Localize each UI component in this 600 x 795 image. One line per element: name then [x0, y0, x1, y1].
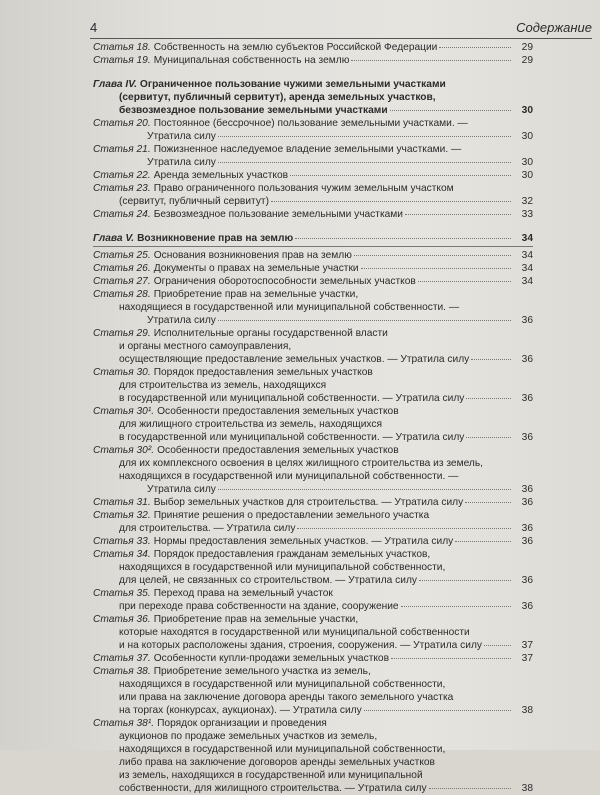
toc-title-text: Порядок предоставления земельных участков: [153, 367, 373, 378]
toc-line: [93, 91, 533, 104]
toc-entry[interactable]: [93, 444, 533, 496]
toc-page-number: 36: [521, 536, 533, 547]
toc-line: [93, 470, 533, 483]
toc-line: [93, 782, 533, 795]
leader-dots: [471, 359, 511, 360]
toc-line: [93, 652, 533, 665]
toc-line: [93, 704, 533, 717]
toc-entry[interactable]: [93, 117, 533, 143]
toc-entry[interactable]: [93, 587, 533, 613]
toc-title-text: безвозмездное пользование земельными участками: [119, 105, 388, 116]
toc-line: [93, 756, 533, 769]
toc-line: [93, 301, 533, 314]
toc-title-text: Утратила силу: [147, 484, 216, 495]
leader-dots: [271, 201, 511, 202]
header-rule: [90, 38, 592, 39]
toc-title-text: собственности, для жилищного строительства. — Утратила силу: [119, 783, 427, 794]
leader-dots: [290, 175, 511, 176]
toc-line: [93, 717, 533, 730]
toc-label: Статья 37.: [93, 653, 151, 664]
toc-page-number: 33: [521, 209, 533, 220]
toc-line: [93, 392, 533, 405]
toc-page-number: 36: [521, 315, 533, 326]
toc-line: [93, 548, 533, 561]
toc-page-number: 37: [521, 640, 533, 651]
toc-title-text: Муниципальная собственность на землю: [153, 55, 350, 66]
leader-dots: [405, 214, 511, 215]
leader-dots: [391, 658, 511, 659]
toc-title-text: и на которых расположены здания, строения, сооружения. — Утратила силу: [119, 640, 482, 651]
toc-title-text: Возникновение прав на землю: [137, 233, 294, 244]
toc-title-text: из земель, находящихся в государственной или муниципальной: [119, 770, 423, 781]
toc-line: [93, 156, 533, 169]
page-number: 4: [90, 20, 98, 35]
toc-line: [93, 262, 533, 275]
toc-label: Статья 24.: [93, 209, 151, 220]
toc-line: [93, 366, 533, 379]
toc-label: Статья 23.: [93, 183, 151, 194]
toc-page-number: 30: [521, 131, 533, 142]
toc-line: [93, 587, 533, 600]
toc-label: Статья 30².: [93, 445, 155, 456]
toc-title-text: на торгах (конкурсах, аукционах). — Утратила силу: [119, 705, 362, 716]
toc-line: [93, 639, 533, 652]
toc-line: [93, 275, 533, 288]
leader-dots: [465, 502, 511, 503]
toc-chapter[interactable]: [93, 78, 533, 117]
toc-label: Статья 38.: [93, 666, 151, 677]
leader-dots: [297, 528, 511, 529]
toc-page-number: 36: [521, 601, 533, 612]
leader-dots: [418, 281, 511, 282]
toc-chapter[interactable]: [93, 232, 533, 245]
toc-title-text: находящихся в государственной или муниципальной собственности,: [119, 562, 446, 573]
toc-title-text: для их комплексного освоения в целях жилищного строительства из земель,: [119, 458, 483, 469]
leader-dots: [484, 645, 511, 646]
toc-title-text: либо права на заключение договоров аренды земельных участков: [119, 757, 435, 768]
toc-page-number: 30: [521, 170, 533, 181]
toc-page-number: 34: [521, 263, 533, 274]
toc-line: [93, 249, 533, 262]
toc-line: [93, 444, 533, 457]
toc-title-text: Утратила силу: [147, 131, 216, 142]
toc-page-number: 30: [521, 105, 533, 116]
toc-title-text: Безвозмездное пользование земельными участками: [153, 209, 403, 220]
leader-dots: [390, 110, 511, 111]
toc-label: Глава IV.: [93, 79, 137, 90]
toc-line: [93, 496, 533, 509]
toc-line: [93, 353, 533, 366]
toc-line: [93, 232, 533, 245]
toc-page-number: 38: [521, 783, 533, 794]
toc-line: [93, 104, 533, 117]
toc-title-text: Порядок организации и проведения: [157, 718, 327, 729]
toc-label: Статья 35.: [93, 588, 151, 599]
toc-label: Статья 18.: [93, 42, 151, 53]
toc-title-text: Пожизненное наследуемое владение земельными участками. —: [153, 144, 462, 155]
leader-dots: [354, 255, 511, 256]
toc-line: [93, 743, 533, 756]
leader-dots: [429, 788, 511, 789]
toc-entry[interactable]: [93, 41, 533, 54]
toc-label: Статья 33.: [93, 536, 151, 547]
toc-line: [93, 41, 533, 54]
toc-title-text: Принятие решения о предоставлении земельного участка: [153, 510, 430, 521]
toc-title-text: Право ограниченного пользования чужим земельным участком: [153, 183, 454, 194]
toc-title-text: находящиеся в государственной или муниципальной собственности. —: [119, 302, 460, 313]
toc-entry[interactable]: [93, 496, 533, 509]
toc-entry[interactable]: [93, 509, 533, 535]
toc-title-text: Порядок предоставления гражданам земельных участков,: [153, 549, 431, 560]
toc-page-number: 36: [521, 497, 533, 508]
leader-dots: [295, 238, 511, 239]
toc-line: [93, 574, 533, 587]
toc-title-text: аукционов по продаже земельных участков из земель,: [119, 731, 378, 742]
toc-title-text: для строительства из земель, находящихся: [119, 380, 327, 391]
toc-title-text: Выбор земельных участков для строительства. — Утратила силу: [153, 497, 464, 508]
toc-title-text: для строительства. — Утратила силу: [119, 523, 296, 534]
leader-dots: [364, 710, 511, 711]
toc-label: Статья 36.: [93, 614, 151, 625]
chapter-spacer: [93, 221, 533, 232]
toc-page-number: 36: [521, 432, 533, 443]
toc-page-number: 29: [521, 42, 533, 53]
toc-line: [93, 678, 533, 691]
leader-dots: [218, 162, 511, 163]
toc-label: Статья 34.: [93, 549, 151, 560]
toc-line: [93, 457, 533, 470]
toc-title-text: Исполнительные органы государственной власти: [153, 328, 388, 339]
toc-label: Статья 30.: [93, 367, 151, 378]
toc-title-text: при переходе права собственности на здание, сооружение: [119, 601, 399, 612]
toc-title-text: Утратила силу: [147, 315, 216, 326]
toc-entry[interactable]: [93, 249, 533, 262]
toc-entry[interactable]: [93, 262, 533, 275]
toc-entry[interactable]: [93, 717, 533, 795]
chapter-rule: [93, 246, 533, 247]
leader-dots: [466, 437, 511, 438]
toc-line: [93, 405, 533, 418]
toc-line: [93, 769, 533, 782]
toc-label: Глава V.: [93, 233, 135, 244]
toc-line: [93, 379, 533, 392]
toc-entry[interactable]: [93, 548, 533, 587]
toc-title-text: Особенности купли-продажи земельных участков: [153, 653, 390, 664]
toc-entry[interactable]: [93, 143, 533, 169]
toc-title-text: Приобретение прав на земельные участки,: [153, 289, 359, 300]
toc-line: [93, 665, 533, 678]
toc-label: Статья 21.: [93, 144, 151, 155]
toc-line: [93, 613, 533, 626]
toc-entry[interactable]: [93, 169, 533, 182]
toc-line: [93, 431, 533, 444]
page-header: [90, 20, 592, 38]
toc-title-text: Документы о правах на земельные участки: [153, 263, 359, 274]
toc-entry[interactable]: [93, 208, 533, 221]
toc-page-number: 34: [521, 250, 533, 261]
toc-page-number: 36: [521, 354, 533, 365]
toc-page-number: 36: [521, 393, 533, 404]
toc-line: [93, 182, 533, 195]
toc-title-text: в государственной или муниципальной собственности. — Утратила силу: [119, 432, 465, 443]
toc-title-text: (сервитут, публичный сервитут), аренда земельных участков,: [119, 92, 436, 103]
leader-dots: [361, 268, 511, 269]
toc-label: Статья 19.: [93, 55, 151, 66]
toc-page-number: 36: [521, 523, 533, 534]
toc-title-text: Собственность на землю субъектов Российской Федерации: [153, 42, 438, 53]
toc-line: [93, 730, 533, 743]
toc-page-number: 36: [521, 484, 533, 495]
table-of-contents: [93, 41, 533, 795]
toc-entry[interactable]: [93, 275, 533, 288]
toc-line: [93, 483, 533, 496]
toc-title-text: Переход права на земельный участок: [153, 588, 333, 599]
toc-entry[interactable]: [93, 665, 533, 717]
toc-title-text: Ограничения оборотоспособности земельных участков: [153, 276, 416, 287]
toc-page-number: 34: [521, 233, 533, 244]
toc-entry[interactable]: [93, 652, 533, 665]
toc-title-text: Аренда земельных участков: [153, 170, 289, 181]
toc-title-text: находящихся в государственной или муниципальной собственности,: [119, 744, 446, 755]
toc-line: [93, 169, 533, 182]
toc-line: [93, 626, 533, 639]
toc-entry[interactable]: [93, 405, 533, 444]
toc-label: Статья 25.: [93, 250, 151, 261]
toc-title-text: Основания возникновения прав на землю: [153, 250, 352, 261]
toc-label: Статья 30¹.: [93, 406, 155, 417]
leader-dots: [419, 580, 511, 581]
chapter-spacer: [93, 67, 533, 78]
toc-line: [93, 691, 533, 704]
toc-label: Статья 29.: [93, 328, 151, 339]
toc-label: Статья 32.: [93, 510, 151, 521]
toc-label: Статья 27.: [93, 276, 151, 287]
toc-page-number: 37: [521, 653, 533, 664]
toc-title-text: и органы местного самоуправления,: [119, 341, 292, 352]
leader-dots: [351, 60, 511, 61]
toc-line: [93, 418, 533, 431]
toc-page-number: 29: [521, 55, 533, 66]
toc-entry[interactable]: [93, 288, 533, 327]
toc-page-number: 34: [521, 276, 533, 287]
toc-line: [93, 340, 533, 353]
toc-title-text: которые находятся в государственной или муниципальной собственности: [119, 627, 470, 638]
toc-line: [93, 54, 533, 67]
toc-title-text: Особенности предоставления земельных участков: [157, 406, 399, 417]
toc-title-text: для целей, не связанных со строительством. — Утратила силу: [119, 575, 417, 586]
toc-title-text: Утратила силу: [147, 157, 216, 168]
toc-label: Статья 28.: [93, 289, 151, 300]
toc-label: Статья 20.: [93, 118, 151, 129]
leader-dots: [439, 47, 511, 48]
toc-line: [93, 327, 533, 340]
toc-title-text: Нормы предоставления земельных участков. — Утратила силу: [153, 536, 454, 547]
toc-title-text: Приобретение земельного участка из земель,: [153, 666, 371, 677]
toc-title-text: находящихся в государственной или муниципальной собственности,: [119, 679, 446, 690]
toc-title-text: Особенности предоставления земельных участков: [157, 445, 399, 456]
toc-line: [93, 535, 533, 548]
leader-dots: [218, 320, 511, 321]
toc-line: [93, 509, 533, 522]
toc-label: Статья 22.: [93, 170, 151, 181]
toc-label: Статья 38¹.: [93, 718, 155, 729]
toc-label: Статья 26.: [93, 263, 151, 274]
leader-dots: [218, 136, 511, 137]
toc-page-number: 32: [521, 196, 533, 207]
toc-page-number: 30: [521, 157, 533, 168]
toc-line: [93, 78, 533, 91]
toc-entry[interactable]: [93, 613, 533, 652]
toc-line: [93, 208, 533, 221]
toc-title-text: в государственной или муниципальной собственности. — Утратила силу: [119, 393, 465, 404]
toc-line: [93, 117, 533, 130]
toc-title-text: для жилищного строительства из земель, находящихся: [119, 419, 382, 430]
leader-dots: [466, 398, 511, 399]
leader-dots: [401, 606, 511, 607]
toc-line: [93, 522, 533, 535]
toc-line: [93, 143, 533, 156]
toc-page-number: 38: [521, 705, 533, 716]
leader-dots: [218, 489, 511, 490]
toc-title-text: (сервитут, публичный сервитут): [119, 196, 269, 207]
leader-dots: [455, 541, 511, 542]
toc-line: [93, 561, 533, 574]
toc-entry[interactable]: [93, 54, 533, 67]
toc-entry[interactable]: [93, 366, 533, 405]
toc-entry[interactable]: [93, 182, 533, 208]
toc-line: [93, 600, 533, 613]
section-title: Содержание: [516, 20, 592, 35]
toc-line: [93, 130, 533, 143]
toc-label: Статья 31.: [93, 497, 151, 508]
toc-title-text: или права на заключение договора аренды такого земельного участка: [119, 692, 454, 703]
toc-title-text: находящихся в государственной или муниципальной собственности. —: [119, 471, 459, 482]
toc-entry[interactable]: [93, 327, 533, 366]
toc-line: [93, 195, 533, 208]
toc-title-text: Ограниченное пользование чужими земельными участками: [139, 79, 446, 90]
toc-title-text: Приобретение прав на земельные участки,: [153, 614, 359, 625]
toc-entry[interactable]: [93, 535, 533, 548]
toc-line: [93, 288, 533, 301]
toc-title-text: Постоянное (бессрочное) пользование земельными участками. —: [153, 118, 468, 129]
toc-title-text: осуществляющие предоставление земельных участков. — Утратила силу: [119, 354, 470, 365]
toc-page-number: 36: [521, 575, 533, 586]
toc-line: [93, 314, 533, 327]
